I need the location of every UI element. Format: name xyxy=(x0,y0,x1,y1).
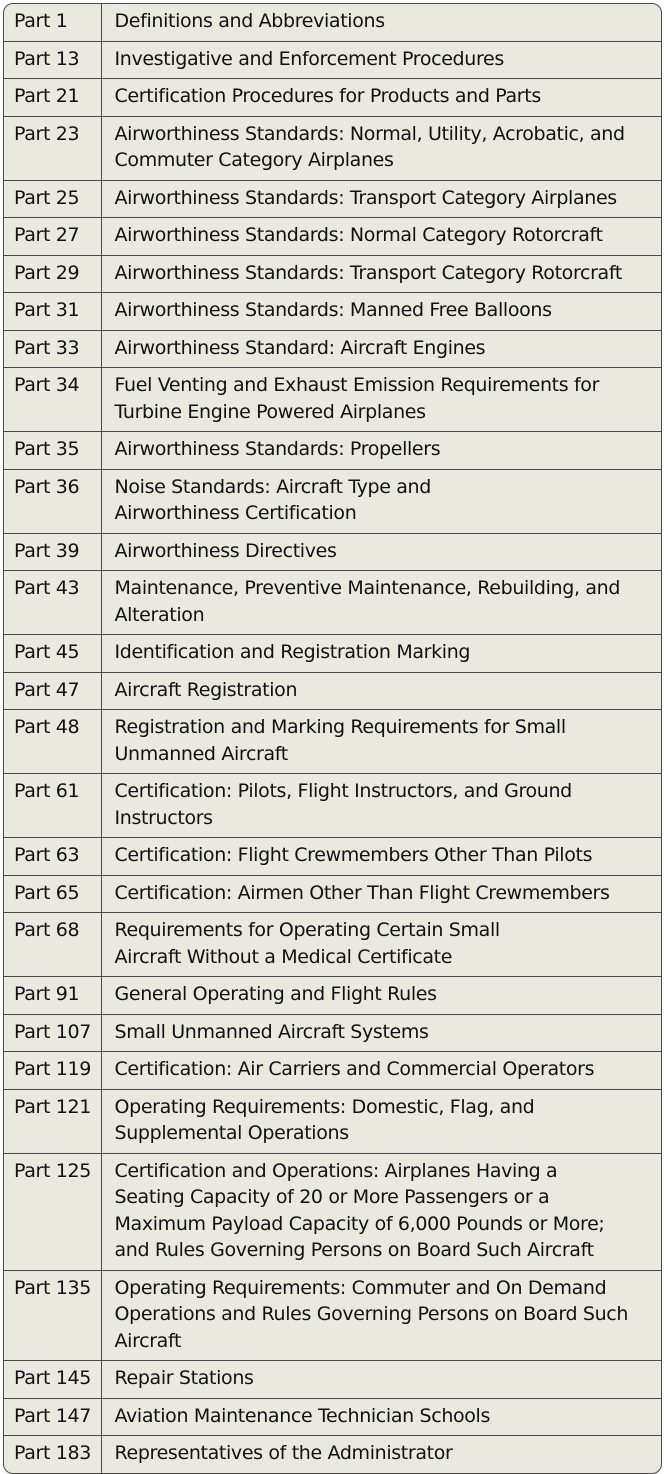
part-title-cell xyxy=(101,672,661,710)
table-row xyxy=(4,180,661,218)
part-title-cell xyxy=(101,180,661,218)
part-title-cell xyxy=(101,218,661,256)
part-title-line: Airworthiness Standards: Manned Free Balloons xyxy=(114,299,552,321)
table-row xyxy=(4,1398,661,1436)
part-number-cell: Part 27 xyxy=(4,218,101,256)
part-title-line: Representatives of the Administrator xyxy=(114,1442,453,1464)
part-title-cell xyxy=(101,293,661,331)
part-number-cell: Part 25 xyxy=(4,180,101,218)
part-title-line: Alteration xyxy=(114,603,205,626)
part-title-cell xyxy=(101,1089,661,1153)
part-title-line: General Operating and Flight Rules xyxy=(114,983,437,1005)
part-number-cell: Part 1 xyxy=(4,4,101,41)
part-number-cell: Part 31 xyxy=(4,293,101,331)
table-row xyxy=(4,672,661,710)
part-title-cell xyxy=(101,116,661,180)
part-title-line: Aircraft Registration xyxy=(114,678,298,701)
part-title-line: Aircraft Without a Medical Certificate xyxy=(114,945,453,968)
part-title-cell xyxy=(101,533,661,571)
part-title-cell xyxy=(101,368,661,432)
part-title-cell xyxy=(101,710,661,774)
table-row xyxy=(4,635,661,673)
part-title-cell xyxy=(101,1436,661,1473)
part-title-line: Repair Stations xyxy=(114,1367,254,1389)
part-title-cell xyxy=(101,432,661,470)
part-title-line: Operating Requirements: Domestic, Flag, and xyxy=(114,1095,535,1118)
part-title-cell xyxy=(101,1052,661,1090)
part-number-cell: Part 68 xyxy=(4,913,101,977)
part-number-cell: Part 145 xyxy=(4,1361,101,1399)
table-row xyxy=(4,4,661,41)
part-title-line: Airworthiness Standards: Normal, Utility, Acrobatic, and xyxy=(114,122,625,145)
part-title-line: Commuter Category Airplanes xyxy=(114,149,394,171)
part-title-cell xyxy=(101,875,661,913)
part-title-line: Certification: Pilots, Flight Instructors, and Ground xyxy=(114,780,572,802)
part-title-line: Airworthiness Certification xyxy=(114,502,357,524)
part-title-line: Aviation Maintenance Technician Schools xyxy=(114,1404,491,1427)
part-number-cell: Part 125 xyxy=(4,1153,101,1270)
part-title-line: Certification Procedures for Products and Parts xyxy=(114,85,541,107)
part-title-cell xyxy=(101,913,661,977)
part-number-cell: Part 147 xyxy=(4,1398,101,1436)
part-title-line: Certification and Operations: Airplanes Having a xyxy=(114,1159,558,1182)
regulations-table xyxy=(4,4,661,1473)
part-title-line: Identification and Registration Marking xyxy=(114,641,471,663)
part-number-cell: Part 183 xyxy=(4,1436,101,1473)
part-number-cell: Part 63 xyxy=(4,838,101,876)
part-number-cell: Part 119 xyxy=(4,1052,101,1090)
part-title-cell xyxy=(101,571,661,635)
part-title-cell xyxy=(101,469,661,533)
table-row xyxy=(4,330,661,368)
part-title-line: Requirements for Operating Certain Small xyxy=(114,919,500,941)
part-title-cell xyxy=(101,255,661,293)
part-title-cell xyxy=(101,4,661,41)
part-number-cell: Part 65 xyxy=(4,875,101,913)
table-row xyxy=(4,1436,661,1473)
table-row xyxy=(4,1270,661,1361)
part-title-line: Certification: Airmen Other Than Flight Crewmembers xyxy=(114,881,610,904)
table-row xyxy=(4,469,661,533)
part-title-cell xyxy=(101,1153,661,1270)
part-title-line: Supplemental Operations xyxy=(114,1122,349,1144)
part-title-line: Operating Requirements: Commuter and On Demand xyxy=(114,1276,607,1299)
part-title-line: Airworthiness Standards: Normal Category Rotorcraft xyxy=(114,224,603,246)
part-number-cell: Part 107 xyxy=(4,1014,101,1052)
table-row xyxy=(4,1361,661,1399)
part-title-cell xyxy=(101,1014,661,1052)
table-row xyxy=(4,432,661,470)
part-number-cell: Part 91 xyxy=(4,977,101,1015)
table-row xyxy=(4,1089,661,1153)
regulations-table-body xyxy=(4,4,661,1473)
part-title-line: Definitions and Abbreviations xyxy=(114,10,385,32)
part-number-cell: Part 43 xyxy=(4,571,101,635)
table-row xyxy=(4,293,661,331)
part-title-line: Certification: Flight Crewmembers Other Than Pilots xyxy=(114,844,593,866)
part-title-cell xyxy=(101,977,661,1015)
table-row xyxy=(4,571,661,635)
part-number-cell: Part 35 xyxy=(4,432,101,470)
table-row xyxy=(4,838,661,876)
part-title-line: Small Unmanned Aircraft Systems xyxy=(114,1020,429,1043)
part-number-cell: Part 135 xyxy=(4,1270,101,1361)
part-title-cell xyxy=(101,838,661,876)
table-row xyxy=(4,875,661,913)
table-row xyxy=(4,1052,661,1090)
part-title-line: Turbine Engine Powered Airplanes xyxy=(114,400,426,423)
part-number-cell: Part 45 xyxy=(4,635,101,673)
table-row xyxy=(4,774,661,838)
table-row xyxy=(4,1153,661,1270)
table-row xyxy=(4,533,661,571)
table-row xyxy=(4,977,661,1015)
table-row xyxy=(4,368,661,432)
part-title-cell xyxy=(101,41,661,79)
table-row xyxy=(4,913,661,977)
part-title-cell xyxy=(101,1361,661,1399)
part-title-cell xyxy=(101,1270,661,1361)
part-title-line: Fuel Venting and Exhaust Emission Requirements for xyxy=(114,374,600,396)
part-number-cell: Part 23 xyxy=(4,116,101,180)
part-title-line: Operations and Rules Governing Persons on Board Such xyxy=(114,1303,629,1325)
regulations-table-container xyxy=(3,3,662,1474)
part-title-line: Airworthiness Standards: Propellers xyxy=(114,438,441,460)
table-row xyxy=(4,255,661,293)
part-number-cell: Part 29 xyxy=(4,255,101,293)
part-title-line: Unmanned Aircraft xyxy=(114,742,288,765)
part-title-line: Seating Capacity of 20 or More Passengers or a xyxy=(114,1186,550,1208)
part-title-line: Certification: Air Carriers and Commercial Operators xyxy=(114,1058,595,1080)
table-row xyxy=(4,79,661,117)
table-row xyxy=(4,1014,661,1052)
part-title-line: Airworthiness Standards: Transport Category Rotorcraft xyxy=(114,261,622,284)
part-title-line: Maintenance, Preventive Maintenance, Rebuilding, and xyxy=(114,577,621,599)
part-title-line: Maximum Payload Capacity of 6,000 Pounds or More; xyxy=(114,1212,605,1235)
part-title-line: Noise Standards: Aircraft Type and xyxy=(114,475,431,498)
part-number-cell: Part 34 xyxy=(4,368,101,432)
part-title-line: and Rules Governing Persons on Board Such Aircraft xyxy=(114,1239,594,1261)
table-row xyxy=(4,710,661,774)
table-row xyxy=(4,116,661,180)
part-title-line: Investigative and Enforcement Procedures xyxy=(114,47,504,70)
part-title-cell xyxy=(101,635,661,673)
table-row xyxy=(4,218,661,256)
part-title-line: Airworthiness Directives xyxy=(114,539,337,562)
table-row xyxy=(4,41,661,79)
part-title-cell xyxy=(101,330,661,368)
part-title-cell xyxy=(101,79,661,117)
part-title-cell xyxy=(101,1398,661,1436)
part-number-cell: Part 47 xyxy=(4,672,101,710)
part-number-cell: Part 36 xyxy=(4,469,101,533)
part-title-line: Registration and Marking Requirements for Small xyxy=(114,716,566,738)
part-number-cell: Part 121 xyxy=(4,1089,101,1153)
part-number-cell: Part 61 xyxy=(4,774,101,838)
part-title-line: Aircraft xyxy=(114,1329,182,1352)
part-title-line: Airworthiness Standard: Aircraft Engines xyxy=(114,336,486,359)
part-title-cell xyxy=(101,774,661,838)
part-number-cell: Part 39 xyxy=(4,533,101,571)
part-number-cell: Part 13 xyxy=(4,41,101,79)
part-title-line: Airworthiness Standards: Transport Category Airplanes xyxy=(114,186,617,209)
part-number-cell: Part 48 xyxy=(4,710,101,774)
part-title-line: Instructors xyxy=(114,806,213,829)
part-number-cell: Part 21 xyxy=(4,79,101,117)
part-number-cell: Part 33 xyxy=(4,330,101,368)
